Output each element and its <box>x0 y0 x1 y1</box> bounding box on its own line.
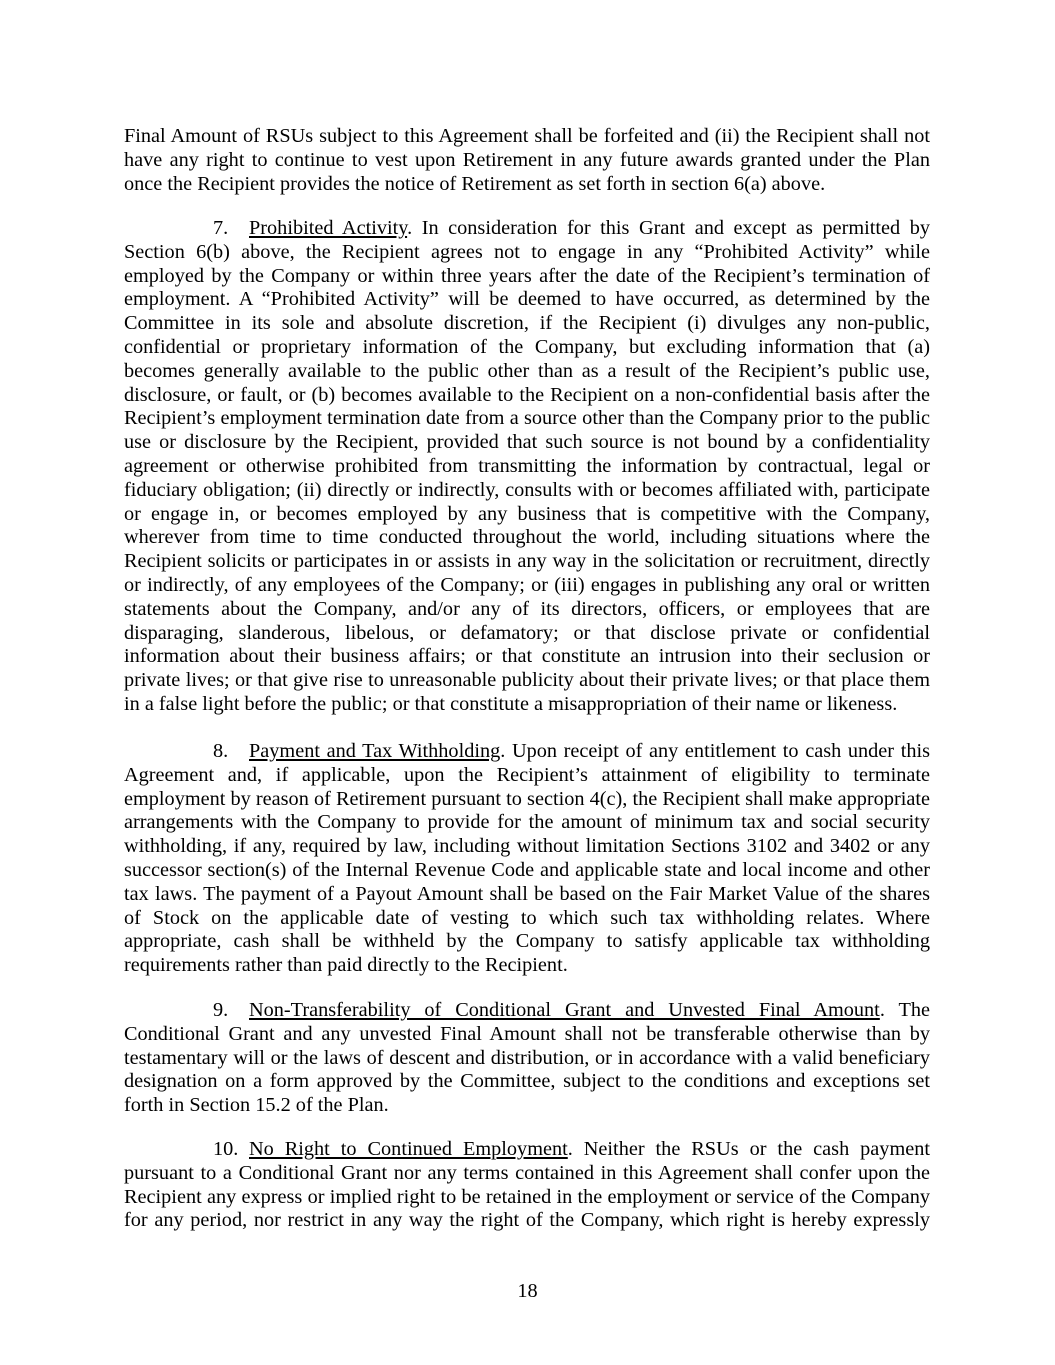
text-line: successor section(s) of the Internal Revenue Code and applicable state and local income and other <box>124 858 930 881</box>
text-line: confidential or proprietary information of the Company, but excluding information that (a) <box>124 335 930 358</box>
text-line: disclosure, or fault, or (b) becomes available to the Recipient on a non-confidential basis after the <box>124 383 930 406</box>
text-line: use or disclosure by the Recipient, provided that such source is not bound by a confidentiality <box>124 431 930 454</box>
text-line: have any right to continue to vest upon Retirement in any future awards granted under the Plan <box>124 148 930 171</box>
section-number: 8. <box>213 740 229 762</box>
text-line: for any period, nor restrict in any way the right of the Company, which right is hereby expressly <box>124 1209 930 1232</box>
text-line: information about their business affairs; or that constitute an intrusion into their seclusion or <box>124 645 930 668</box>
text-line: statements about the Company, and/or any of its directors, officers, or employees that are <box>124 597 930 620</box>
text-line: or indirectly, of any employees of the Company; or (iii) engages in publishing any oral or written <box>124 573 930 596</box>
text-line: testamentary will or the laws of descent and distribution, or in accordance with a valid beneficiary <box>124 1046 930 1069</box>
section-8-payment-tax-withholding <box>124 740 930 978</box>
text-line: wherever from time to time conducted throughout the world, including situations where the <box>124 526 930 549</box>
text-line: employment by reason of Retirement pursuant to section 4(c), the Recipient shall make appropriate <box>124 787 930 810</box>
text-line: appropriate, cash shall be withheld by the Company to satisfy applicable tax withholding <box>124 930 930 953</box>
section-first-line <box>124 217 930 241</box>
text-line: employed by the Company or within three years after the date of the Recipient’s termination of <box>124 264 930 287</box>
text-line: becomes generally available to the public other than as a result of the Recipient’s public use, <box>124 359 930 382</box>
section-heading: No Right to Continued Employment <box>249 1138 568 1160</box>
text-line: forth in Section 15.2 of the Plan. <box>124 1094 389 1117</box>
page-number: 18 <box>517 1280 538 1302</box>
section-10-no-right-continued-employment <box>124 1138 930 1233</box>
text-line: disparaging, slanderous, libelous, or defamatory; or that disclose private or confidential <box>124 621 930 644</box>
section-number: 9. <box>213 999 229 1021</box>
text-line: Section 6(b) above, the Recipient agrees not to engage in any “Prohibited Activity” while <box>124 240 930 263</box>
section-7-prohibited-activity <box>124 217 930 717</box>
text-line: designation on a form approved by the Committee, subject to the conditions and exceptions set <box>124 1070 930 1093</box>
paragraph-continuation <box>124 125 930 196</box>
text-line: employment. A “Prohibited Activity” will be deemed to have occurred, as determined by the <box>124 288 930 311</box>
text-line: Recipient solicits or participates in or assists in any way in the solicitation or recruitment, directly <box>124 550 930 573</box>
section-9-non-transferability <box>124 999 930 1118</box>
text-line: Conditional Grant and any unvested Final Amount shall not be transferable otherwise than by <box>124 1022 930 1045</box>
text-line: of Stock on the applicable date of vesting to which such tax withholding relates. Where <box>124 906 930 929</box>
text-line: agreement or otherwise prohibited from transmitting the information by contractual, legal or <box>124 454 930 477</box>
text-line: private lives; or that give rise to unreasonable publicity about their private lives; or that place them <box>124 669 930 692</box>
text-line: once the Recipient provides the notice of Retirement as set forth in section 6(a) above. <box>124 172 826 195</box>
text-line: Agreement and, if applicable, upon the Recipient’s attainment of eligibility to terminate <box>124 763 930 786</box>
text-line: Recipient’s employment termination date from a source other than the Company prior to the public <box>124 407 930 430</box>
text-line: or engage in, or becomes employed by any business that is competitive with the Company, <box>124 502 930 525</box>
text-line: pursuant to a Conditional Grant nor any terms contained in this Agreement shall confer upon the <box>124 1161 930 1184</box>
text-line: tax laws. The payment of a Payout Amount shall be based on the Fair Market Value of the shares <box>124 882 930 905</box>
section-number: 7. <box>213 217 229 239</box>
text-line: Recipient any express or implied right to be retained in the employment or service of the Company <box>124 1185 930 1208</box>
section-first-line <box>124 740 930 764</box>
text-line: withholding, if any, required by law, including without limitation Sections 3102 and 3402 or any <box>124 835 930 858</box>
section-first-line <box>124 1138 930 1162</box>
text-line: Committee in its sole and absolute discretion, if the Recipient (i) divulges any non-public, <box>124 312 930 335</box>
section-text: . In consideration for this Grant and except as permitted by <box>407 217 931 239</box>
section-number: 10. <box>213 1138 239 1160</box>
section-heading: Non-Transferability of Conditional Grant and Unvested Final Amount <box>249 999 880 1021</box>
text-line: arrangements with the Company to provide for the amount of minimum tax and social security <box>124 811 930 834</box>
text-line: requirements rather than paid directly to the Recipient. <box>124 954 568 977</box>
section-heading: Payment and Tax Withholding <box>249 740 501 762</box>
section-text: . The <box>879 999 931 1021</box>
section-first-line <box>124 999 930 1023</box>
text-line: fiduciary obligation; (ii) directly or indirectly, consults with or becomes affiliated with, participate <box>124 478 930 501</box>
text-line: Final Amount of RSUs subject to this Agreement shall be forfeited and (ii) the Recipient shall not <box>124 125 930 147</box>
section-text: . Neither the RSUs or the cash payment <box>567 1138 930 1160</box>
text-line: in a false light before the public; or that constitute a misappropriation of their name or likeness. <box>124 692 898 715</box>
section-heading: Prohibited Activity <box>249 217 408 239</box>
section-text: . Upon receipt of any entitlement to cash under this <box>500 740 930 762</box>
